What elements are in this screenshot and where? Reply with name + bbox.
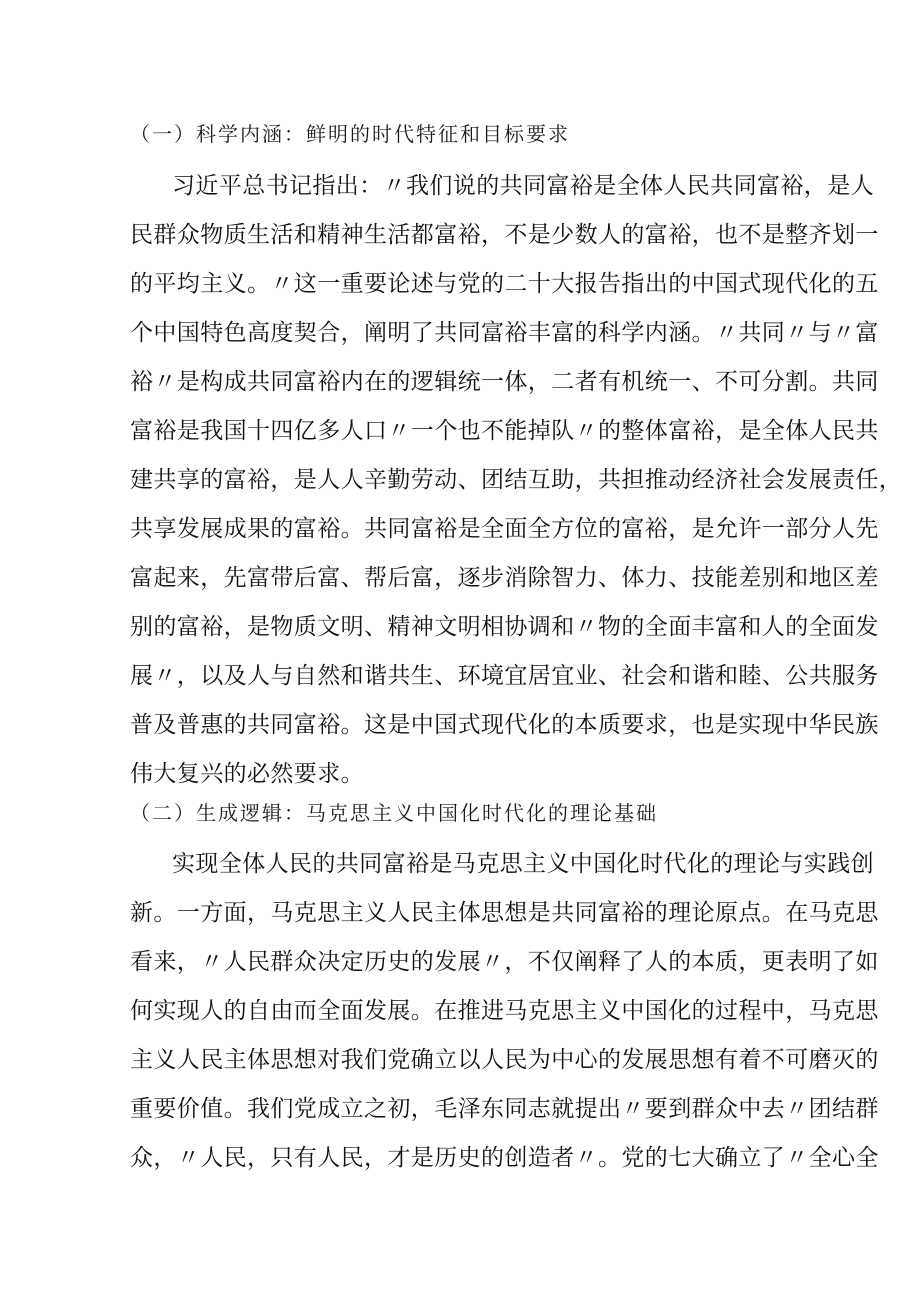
paragraph-line: 习近平总书记指出：〃我们说的共同富裕是全体人民共同富裕，是人	[172, 173, 874, 199]
paragraph-line: 实现全体人民的共同富裕是马克思主义中国化时代化的理论与实践创	[172, 851, 874, 877]
paragraph-line: 建共享的富裕，是人人辛勤劳动、团结互助，共担推动经济社会发展责任，	[130, 467, 903, 493]
paragraph-2	[130, 840, 879, 1183]
paragraph-line: 别的富裕，是物质文明、精神文明相协调和〃物的全面丰富和人的全面发	[130, 614, 879, 640]
paragraph-line: 主义人民主体思想对我们党确立以人民为中心的发展思想有着不可磨灭的	[130, 1047, 879, 1073]
paragraph-line: 众，〃人民，只有人民，才是历史的创造者〃。党的七大确立了〃全心全	[130, 1145, 879, 1171]
paragraph-line: 展〃，以及人与自然和谐共生、环境宜居宜业、社会和谐和睦、公共服务	[130, 663, 879, 689]
paragraph-line: 何实现人的自由而全面发展。在推进马克思主义中国化的过程中，马克思	[130, 998, 879, 1024]
section-heading-2: （二）生成逻辑：马克思主义中国化时代化的理论基础	[130, 801, 658, 825]
paragraph-line: 看来，〃人民群众决定历史的发展〃，不仅阐释了人的本质，更表明了如	[130, 949, 879, 975]
paragraph-line: 裕〃是构成共同富裕内在的逻辑统一体，二者有机统一、不可分割。共同	[130, 369, 879, 395]
paragraph-line: 共享发展成果的富裕。共同富裕是全面全方位的富裕，是允许一部分人先	[130, 516, 879, 542]
paragraph-line: 的平均主义。〃这一重要论述与党的二十大报告指出的中国式现代化的五	[130, 271, 879, 297]
paragraph-line: 伟大复兴的必然要求。	[130, 761, 364, 787]
paragraph-line: 个中国特色高度契合，阐明了共同富裕丰富的科学内涵。〃共同〃与〃富	[130, 320, 879, 346]
paragraph-1	[130, 162, 903, 799]
paragraph-line: 普及普惠的共同富裕。这是中国式现代化的本质要求，也是实现中华民族	[130, 712, 879, 738]
paragraph-line: 富起来，先富带后富、帮后富，逐步消除智力、体力、技能差别和地区差	[130, 565, 879, 591]
paragraph-line: 富裕是我国十四亿多人口〃一个也不能掉队〃的整体富裕，是全体人民共	[130, 418, 879, 444]
paragraph-line: 重要价值。我们党成立之初，毛泽东同志就提出〃要到群众中去〃团结群	[130, 1096, 879, 1122]
paragraph-line: 新。一方面，马克思主义人民主体思想是共同富裕的理论原点。在马克思	[130, 900, 879, 926]
section-heading-1: （一）科学内涵：鲜明的时代特征和目标要求	[130, 122, 570, 146]
paragraph-line: 民群众物质生活和精神生活都富裕，不是少数人的富裕，也不是整齐划一	[130, 222, 879, 248]
